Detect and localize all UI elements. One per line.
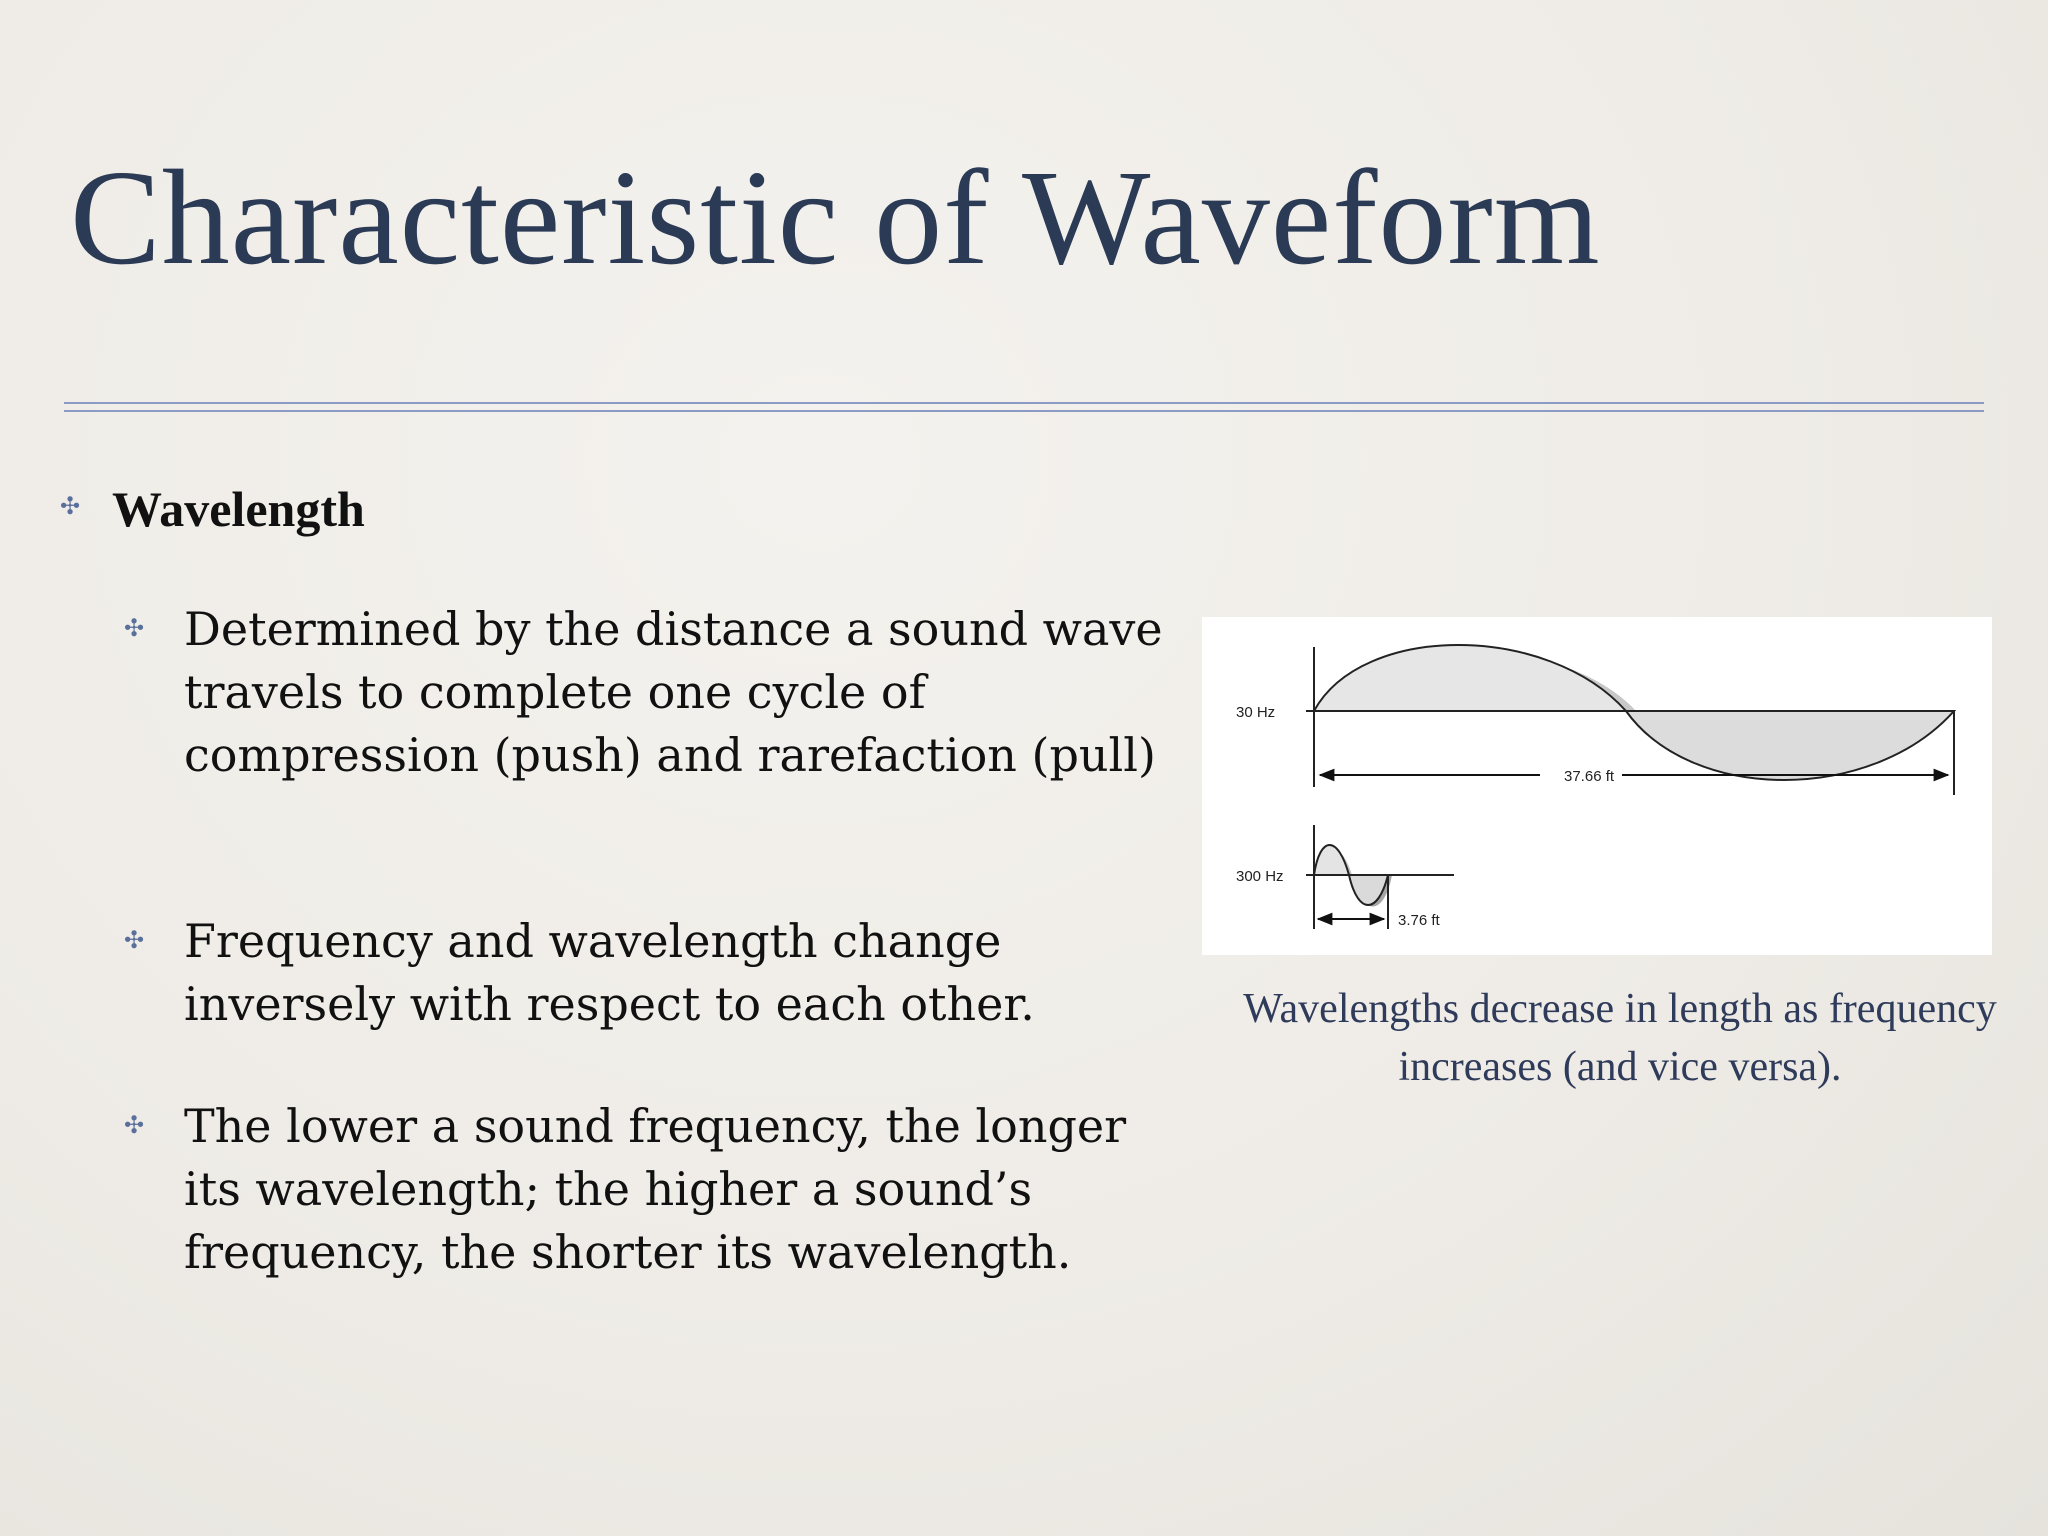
- heading-wavelength: Wavelength: [112, 481, 365, 537]
- waveform-figure: [1202, 617, 1992, 955]
- title-divider-bottom: [64, 410, 1984, 412]
- bullet-icon: ✣: [124, 1111, 145, 1139]
- wave-300hz-length: 3.76 ft: [1398, 912, 1440, 929]
- waveform-diagram: [1202, 617, 1992, 955]
- figure-caption: Wavelengths decrease in length as frequency increases (and vice versa).: [1243, 986, 1997, 1090]
- bullet-low-high-frequency: The lower a sound frequency, the longer its wavelength; the higher a sound’s frequency, the shorter its wavelength.: [184, 1099, 1127, 1279]
- title-divider-top: [64, 402, 1984, 404]
- bullet-definition: Determined by the distance a sound wave travels to complete one cycle of compression (push) and rarefaction (pull): [184, 602, 1163, 782]
- wave-30hz-length: 37.66 ft: [1564, 768, 1615, 785]
- slide-title: Characteristic of Waveform: [70, 143, 1601, 293]
- bullet-icon: ✣: [124, 614, 145, 642]
- bullet-inverse-relation: Frequency and wavelength change inversely with respect to each other.: [184, 914, 1035, 1031]
- wave-300hz-label: 300 Hz: [1236, 868, 1284, 885]
- bullet-icon: ✣: [60, 492, 81, 520]
- wave-30hz-label: 30 Hz: [1236, 704, 1276, 721]
- bullet-icon: ✣: [124, 926, 145, 954]
- wave-30hz: [1306, 645, 1954, 795]
